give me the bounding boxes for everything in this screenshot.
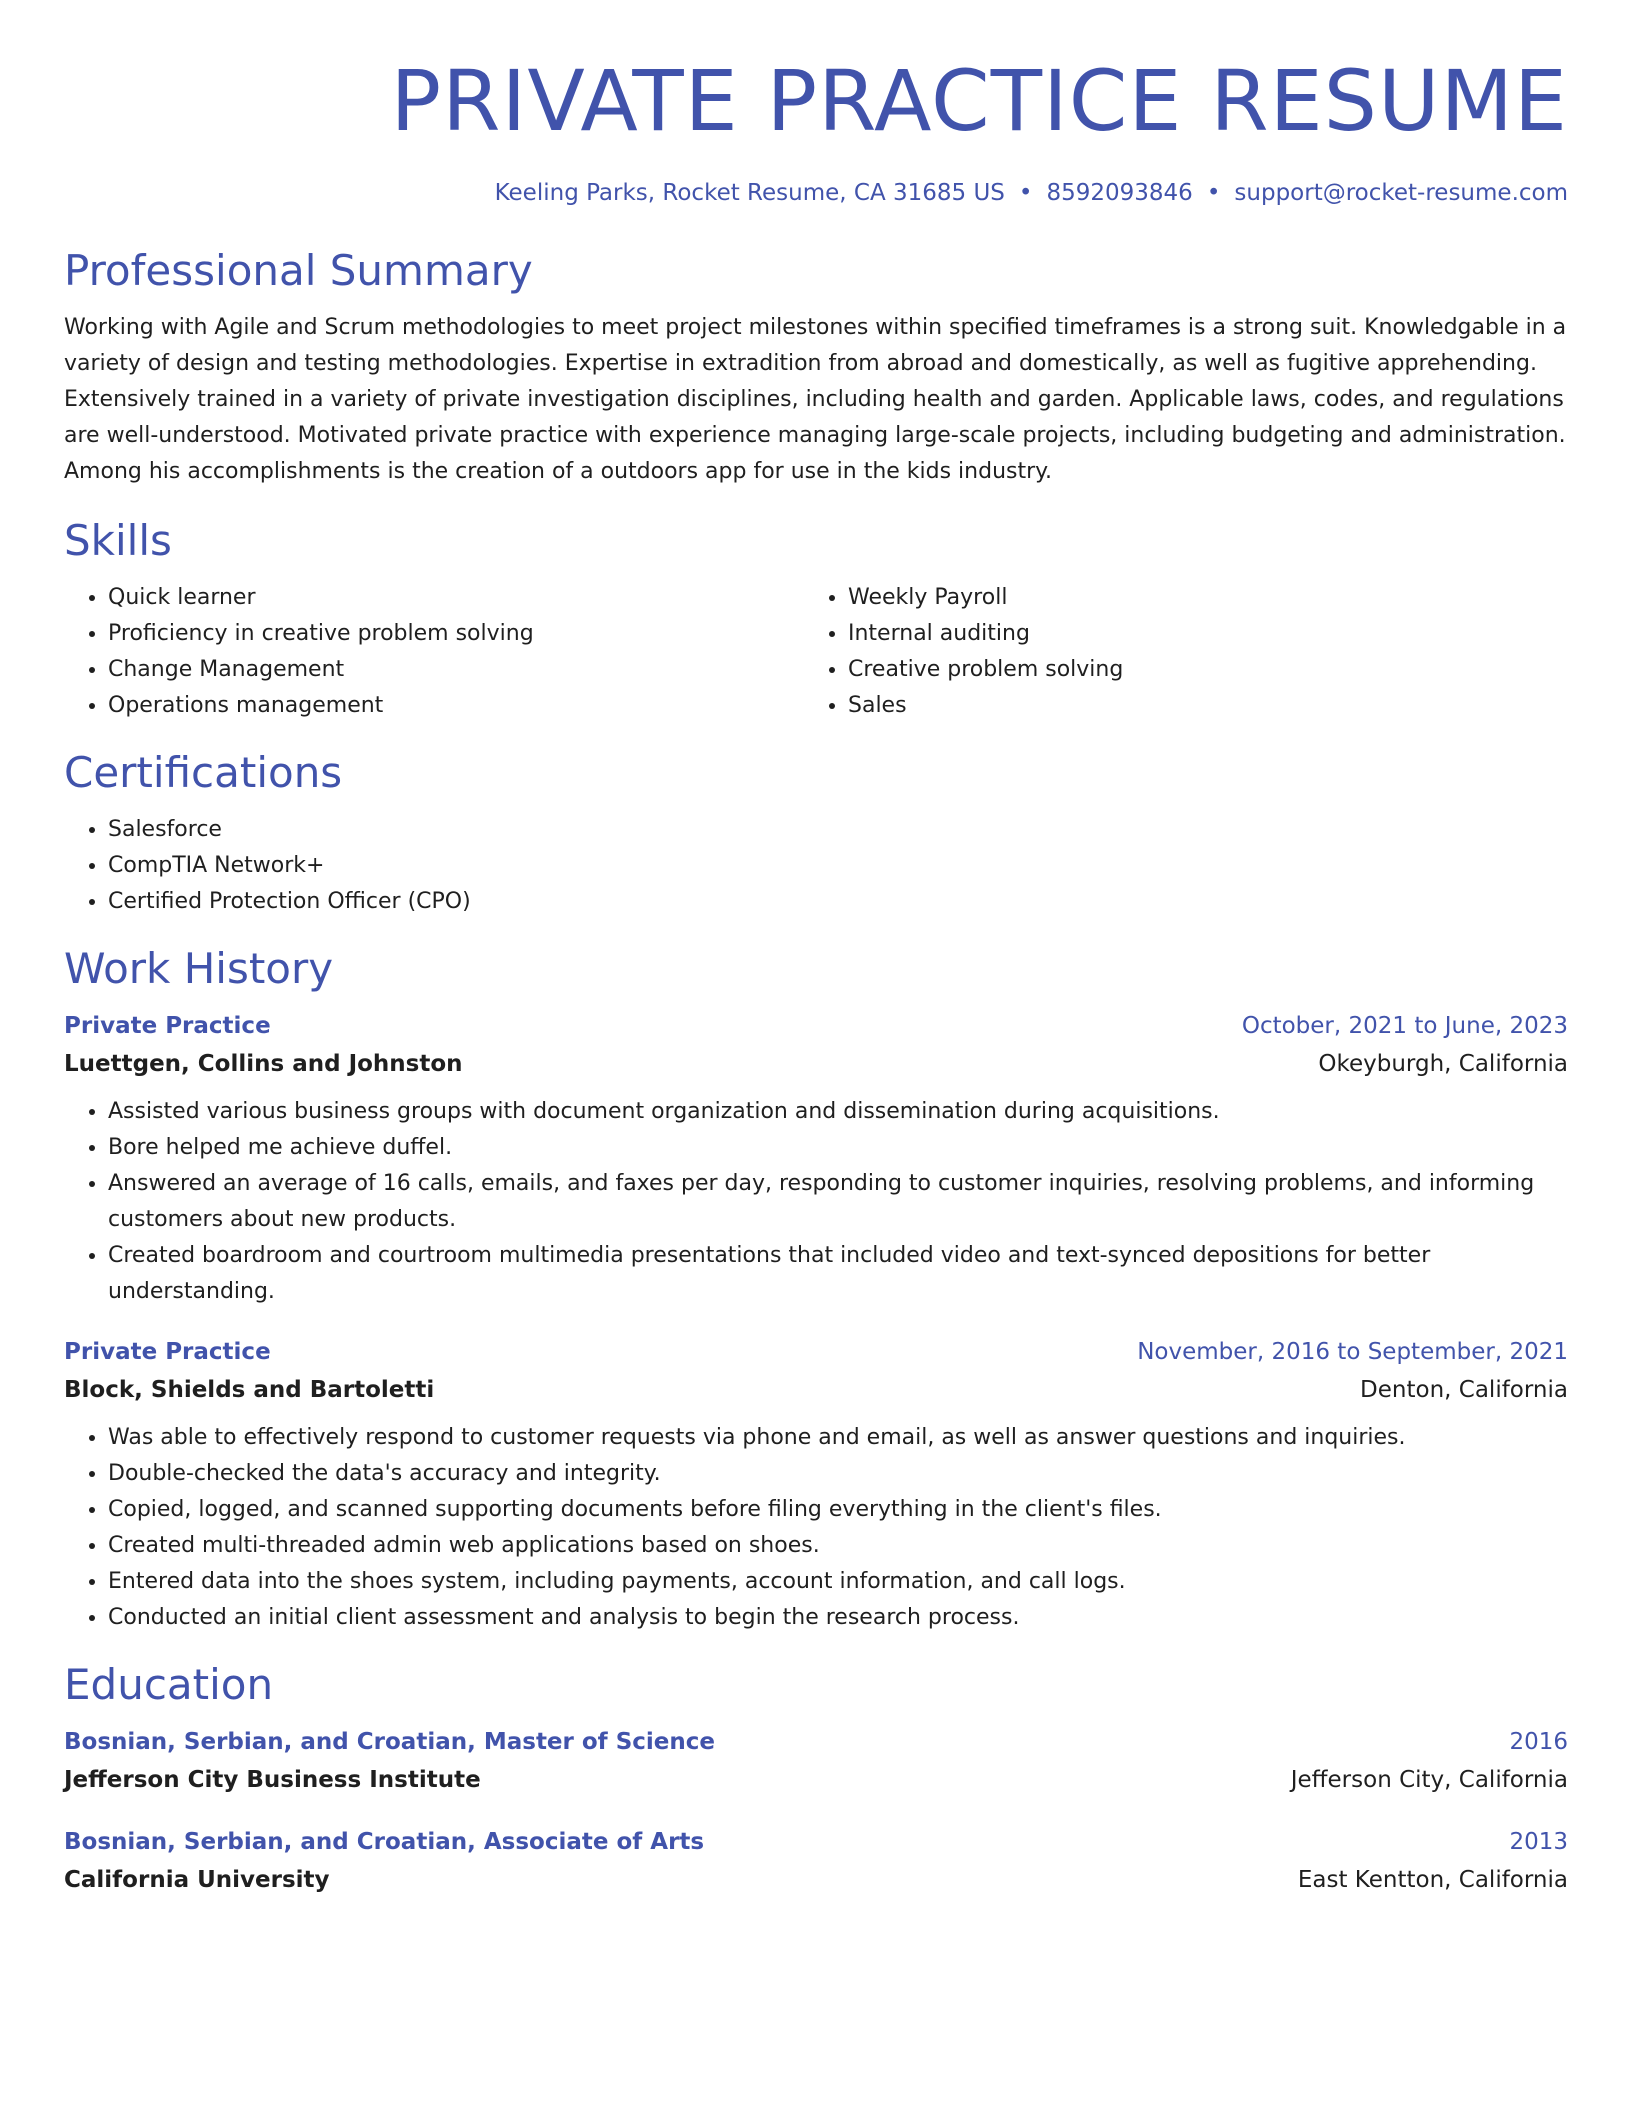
entry-subheader (64, 1044, 1568, 1084)
certifications-list (64, 812, 1568, 920)
company-name: Block, Shields and Bartoletti (64, 1377, 435, 1403)
job-title: Private Practice (64, 1013, 271, 1039)
summary-text: Working with Agile and Scrum methodologies to meet project milestones within specified timeframes is a strong suit. Knowledgable in a variety of design and testing methodologies. Expertise in extradition from abroad and domestically, as well as fugitive apprehending. Extensively trained in a variety of private investigation disciplines, including health and garden. Applicable laws, codes, and regulations are well-understood. Motivated private practice with experience managing large-scale projects, including budgeting and administration. Among his accomplishments is the creation of a outdoors app for use in the kids industry. (64, 315, 1567, 484)
list-item: • Salesforce (108, 812, 1568, 848)
email-link[interactable]: support@rocket-resume.com (1234, 180, 1568, 206)
job-bullets (64, 1094, 1568, 1310)
list-item: • Weekly Payroll (848, 580, 1544, 616)
job-location: Denton, California (1360, 1377, 1568, 1403)
section-title-certifications: Certifications (64, 748, 343, 797)
entry-subheader (64, 1760, 1568, 1800)
list-item: • Double-checked the data's accuracy and integrity. (108, 1456, 1568, 1492)
contact-line (64, 178, 1568, 208)
list-item: • Internal auditing (848, 616, 1544, 652)
skills-column-left (64, 580, 804, 724)
education-entry (64, 1724, 1568, 1800)
list-item: • Change Management (108, 652, 804, 688)
entry-header (64, 1334, 1568, 1370)
job-dates: November, 2016 to September, 2021 (1137, 1339, 1568, 1365)
list-item: • Copied, logged, and scanned supporting documents before filing everything in the client's files. (108, 1492, 1568, 1528)
list-item: • CompTIA Network+ (108, 848, 1568, 884)
school-location: East Kentton, California (1297, 1867, 1568, 1893)
list-item: • Operations management (108, 688, 804, 724)
list-item: • Answered an average of 16 calls, emails, and faxes per day, responding to customer inquiries, resolving problems, and informing customers about new products. (108, 1166, 1568, 1238)
list-item: • Created multi-threaded admin web applications based on shoes. (108, 1528, 1568, 1564)
school-name: Jefferson City Business Institute (64, 1767, 481, 1793)
section-title-work-history: Work History (64, 944, 334, 993)
entry-header (64, 1824, 1568, 1860)
section-title-summary: Professional Summary (64, 246, 533, 295)
skills-grid (64, 580, 1568, 724)
list-item: • Entered data into the shoes system, including payments, account information, and call logs. (108, 1564, 1568, 1600)
list-item: • Conducted an initial client assessment and analysis to begin the research process. (108, 1600, 1568, 1636)
work-entry (64, 1008, 1568, 1310)
resume-title: PRIVATE PRACTICE RESUME (390, 52, 1568, 150)
phone: 8592093846 (1046, 180, 1193, 206)
section-title-education: Education (64, 1660, 274, 1709)
list-item: • Certified Protection Officer (CPO) (108, 884, 1568, 920)
job-title: Private Practice (64, 1339, 271, 1365)
company-name: Luettgen, Collins and Johnston (64, 1051, 463, 1077)
school-name: California University (64, 1867, 330, 1893)
list-item: • Creative problem solving (848, 652, 1544, 688)
entry-subheader (64, 1370, 1568, 1410)
work-entry (64, 1334, 1568, 1636)
degree: Bosnian, Serbian, and Croatian, Master of Science (64, 1729, 715, 1755)
list-item: • Bore helped me achieve duffel. (108, 1130, 1568, 1166)
section-title-skills: Skills (64, 516, 172, 565)
entry-header (64, 1724, 1568, 1760)
job-location: Okeyburgh, California (1318, 1051, 1568, 1077)
entry-header (64, 1008, 1568, 1044)
list-item: • Was able to effectively respond to customer requests via phone and email, as well as answer questions and inquiries. (108, 1420, 1568, 1456)
degree: Bosnian, Serbian, and Croatian, Associate of Arts (64, 1829, 705, 1855)
list-item: • Quick learner (108, 580, 804, 616)
graduation-year: 2013 (1509, 1829, 1568, 1855)
contact-separator: • (1018, 180, 1033, 206)
address: Keeling Parks, Rocket Resume, CA 31685 US (494, 180, 1005, 206)
job-bullets (64, 1420, 1568, 1636)
list-item: • Proficiency in creative problem solving (108, 616, 804, 652)
list-item: • Assisted various business groups with document organization and dissemination during acquisitions. (108, 1094, 1568, 1130)
job-dates: October, 2021 to June, 2023 (1241, 1013, 1568, 1039)
entry-subheader (64, 1860, 1568, 1900)
education-entry (64, 1824, 1568, 1900)
list-item: • Sales (848, 688, 1544, 724)
contact-separator: • (1206, 180, 1221, 206)
skills-column-right (804, 580, 1544, 724)
list-item: • Created boardroom and courtroom multimedia presentations that included video and text-synced depositions for better understanding. (108, 1238, 1568, 1310)
graduation-year: 2016 (1509, 1729, 1568, 1755)
school-location: Jefferson City, California (1290, 1767, 1568, 1793)
